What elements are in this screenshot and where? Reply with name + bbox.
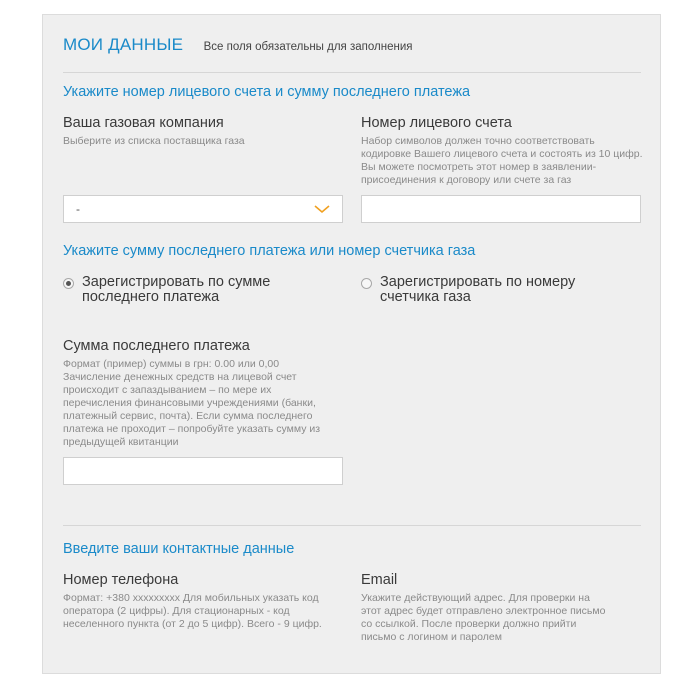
radio-checked-icon <box>63 278 74 289</box>
payment-section-title: Укажите сумму последнего платежа или номер счетчика газа <box>63 243 476 259</box>
email-label: Email <box>361 572 398 588</box>
account-number-hint: Набор символов должен точно соответствовать кодировке Вашего лицевого счета и состоять из 10 цифр. Вы можете посмотреть этот номер в заявлении-присоединения к договору или счете за газ <box>361 135 643 186</box>
register-by-meter-radio[interactable] <box>361 275 601 305</box>
required-fields-note: Все поля обязательны для заполнения <box>203 41 413 53</box>
account-number-input[interactable] <box>361 195 641 223</box>
contact-section-title: Введите ваши контактные данные <box>63 541 295 557</box>
account-section-title: Укажите номер лицевого счета и сумму последнего платежа <box>63 84 471 100</box>
chevron-down-icon <box>314 205 330 214</box>
register-by-payment-radio[interactable] <box>63 275 303 305</box>
my-data-form-panel <box>42 14 661 674</box>
gas-company-selected-value: - <box>76 202 80 216</box>
payment-amount-hint: Формат (пример) суммы в грн: 0.00 или 0,00 Зачисление денежных средств на лицевой счет происходит с запаздыванием – по мере их перечисления финансовыми учреждениями (банки, платежный сервис, почта). Если сумма последнего платежа не проходит – попробуйте указать сумму из предыдущей квитанции <box>63 358 321 448</box>
payment-amount-input[interactable] <box>63 457 343 485</box>
register-by-payment-label: Зарегистрировать по сумме последнего платежа <box>82 274 271 305</box>
payment-amount-label: Сумма последнего платежа <box>63 338 250 354</box>
gas-company-select[interactable] <box>63 195 343 223</box>
gas-company-label: Ваша газовая компания <box>63 115 224 131</box>
phone-label: Номер телефона <box>63 572 179 588</box>
header-divider <box>63 72 641 73</box>
gas-company-hint: Выберите из списка поставщика газа <box>63 135 245 147</box>
page-title: МОИ ДАННЫЕ <box>63 35 184 54</box>
register-by-meter-label: Зарегистрировать по номеру счетчика газа <box>380 274 576 305</box>
contact-divider <box>63 525 641 526</box>
radio-unchecked-icon <box>361 278 372 289</box>
account-number-label: Номер лицевого счета <box>361 115 512 131</box>
phone-hint: Формат: +380 xxxxxxxxx Для мобильных указать код оператора (2 цифры). Для стационарных - код неселенного пункта (от 2 до 5 цифр). Всего - 9 цифр. <box>63 592 322 630</box>
form-header <box>63 35 412 55</box>
email-hint: Укажите действующий адрес. Для проверки на этот адрес будет отправлено электронное письмо со ссылкой. После проверки должно прийти письмо с логином и паролем <box>361 592 606 643</box>
